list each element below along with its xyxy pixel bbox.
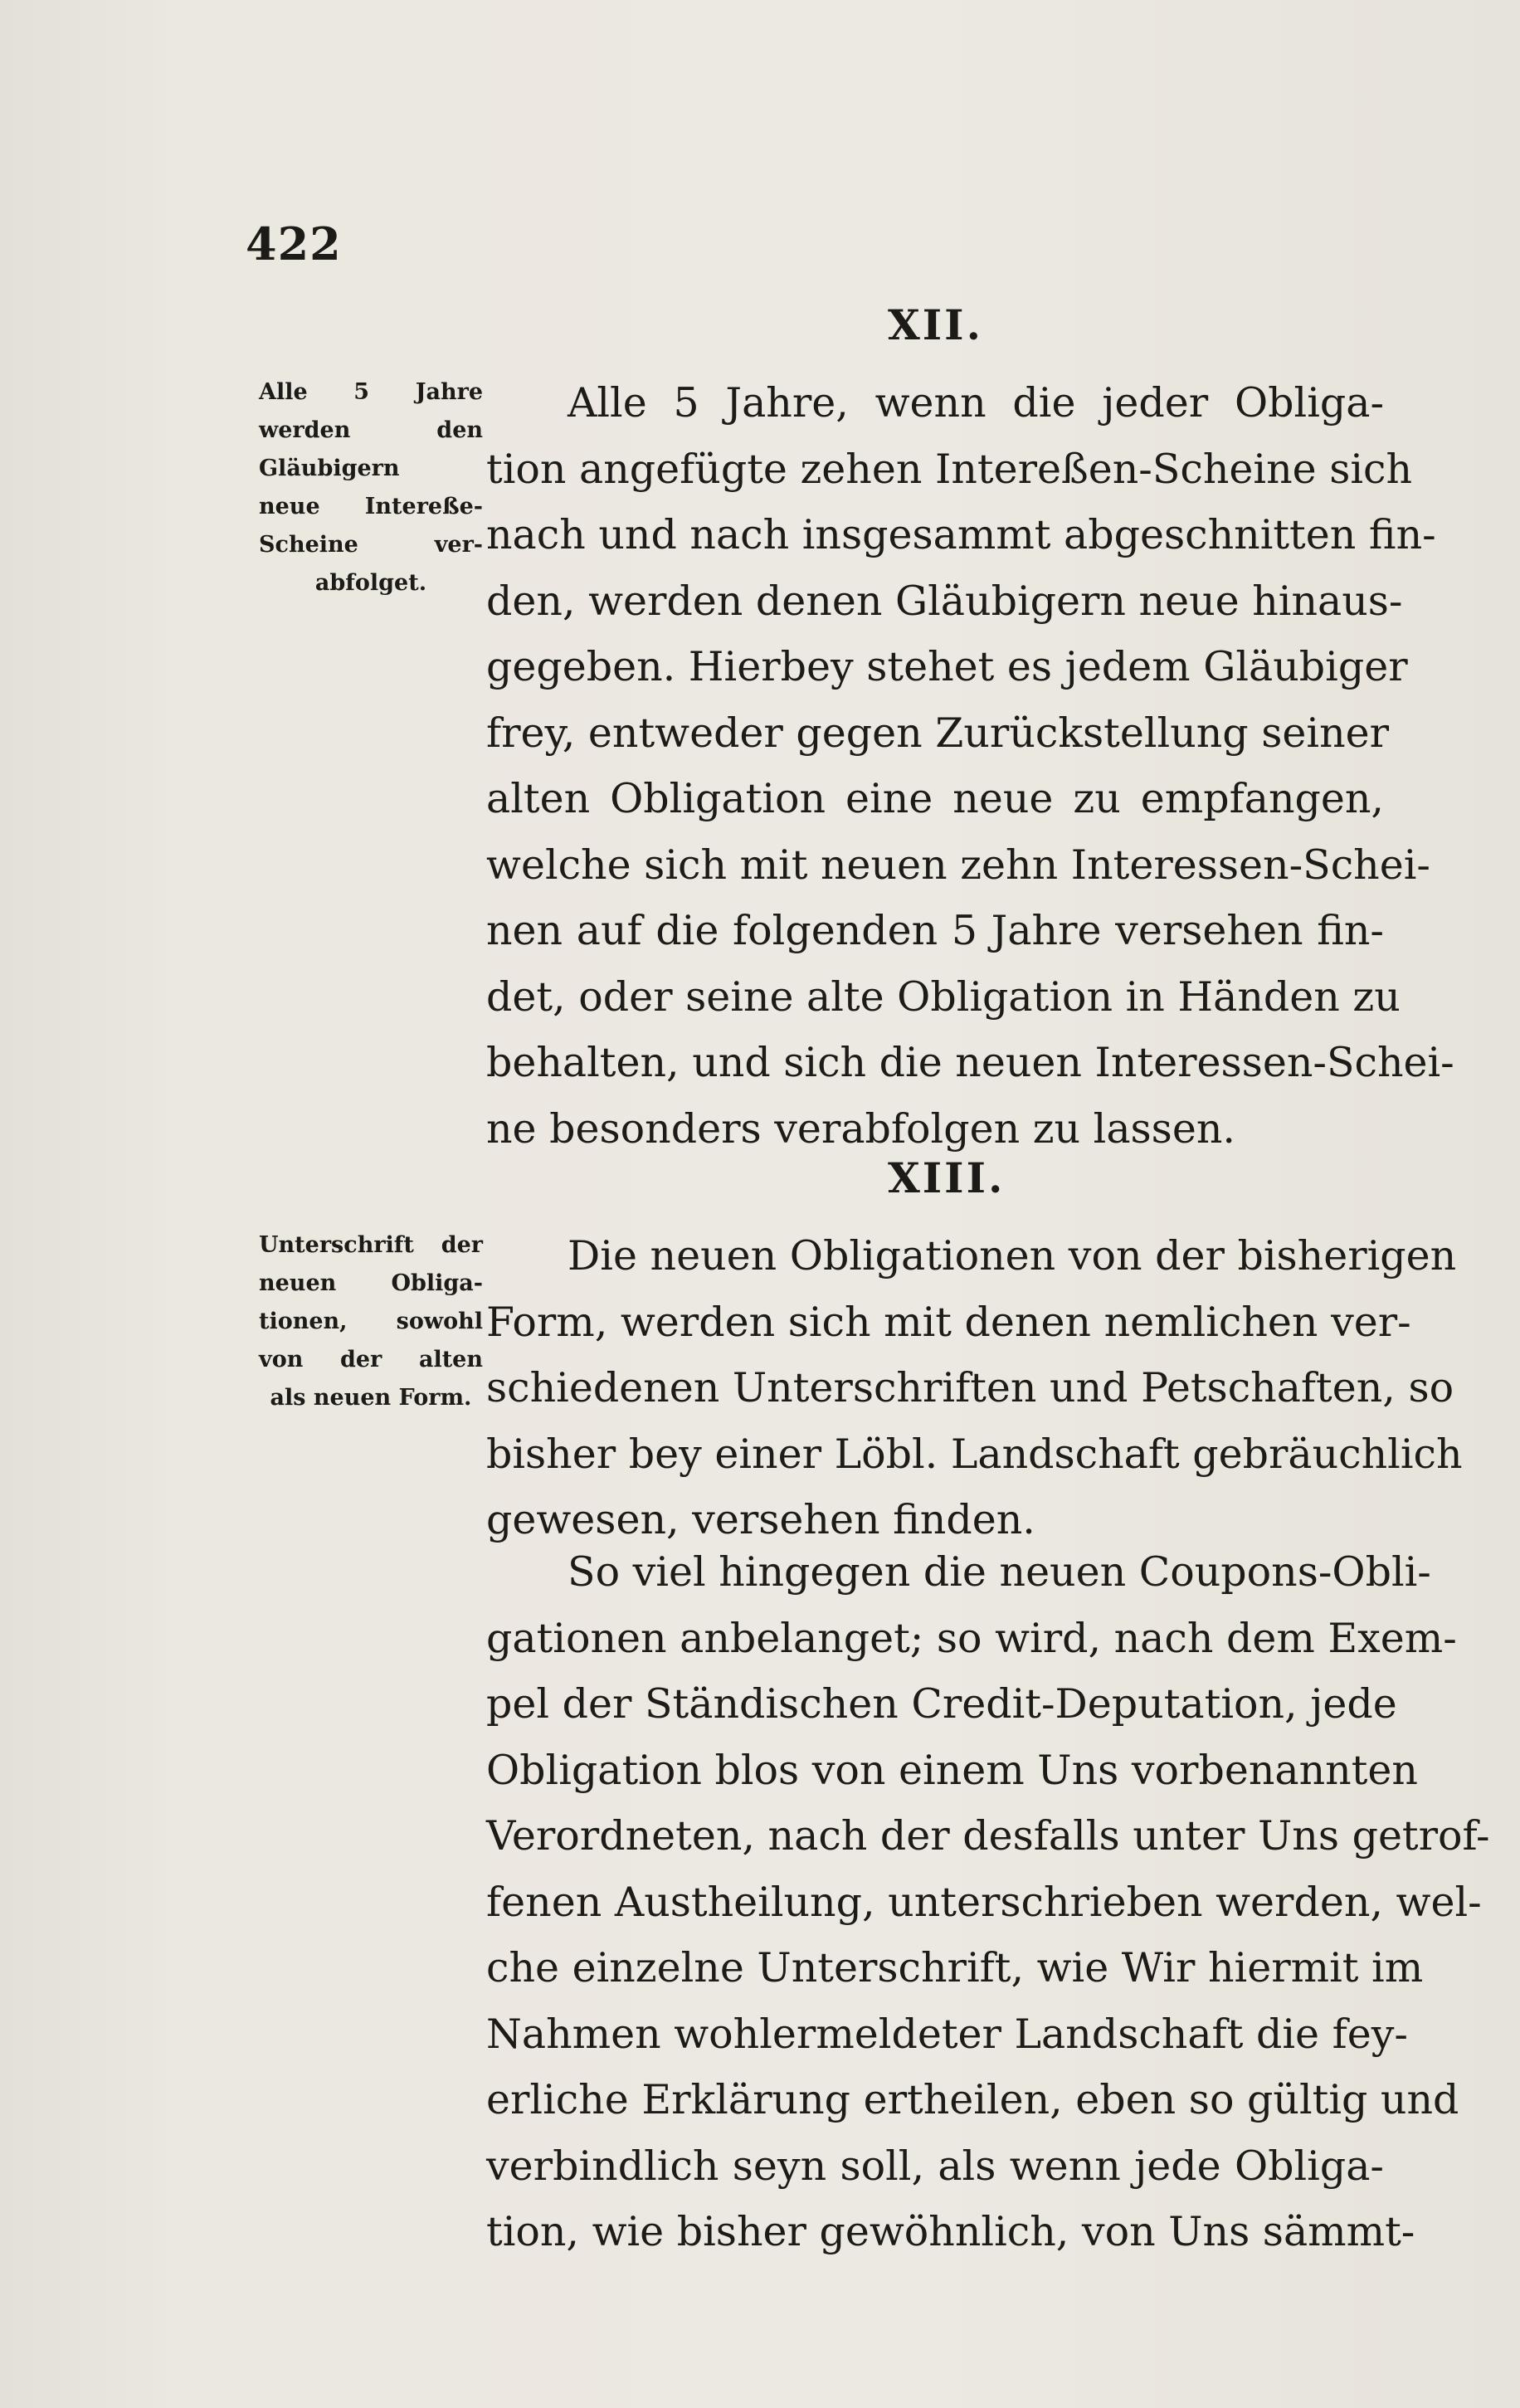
text-line: schiedenen Unterschriften und Petschaften, so	[486, 1364, 1454, 1411]
text-line: Obligation blos von einem Uns vorbenannten	[486, 1746, 1418, 1794]
text-line: behalten, und sich die neuen Interessen-Schei-	[486, 1039, 1454, 1086]
text-line: ne besonders verabfolgen zu lassen.	[486, 1104, 1235, 1153]
paragraph-xiii-1	[486, 1223, 1463, 1553]
text-line: fenen Austheilung, unterschrieben werden, wel-	[486, 1878, 1482, 1926]
text-line: tion, wie bisher gewöhnlich, von Uns sämmt-	[486, 2208, 1415, 2255]
margin-note-xiii	[259, 1226, 483, 1417]
margin-note-xii	[259, 373, 483, 602]
text-line: den, werden denen Gläubigern neue hinaus-	[486, 577, 1403, 625]
margin-note-line: Gläubigern	[259, 456, 400, 481]
text-line: So viel hingegen die neuen Coupons-Obli-	[568, 1548, 1431, 1596]
section-heading-xii: XII.	[888, 300, 983, 349]
margin-note-line: Scheine ver-	[259, 532, 483, 558]
text-line: Alle 5 Jahre, wenn die jeder Obliga-	[568, 379, 1384, 427]
paragraph-xii	[486, 370, 1454, 1162]
text-line: nen auf die folgenden 5 Jahre versehen fin-	[486, 907, 1384, 954]
margin-note-line: neuen Obliga-	[259, 1270, 483, 1296]
margin-note-line: abfolget.	[314, 570, 427, 596]
text-line: verbindlich seyn soll, als wenn jede Obliga-	[486, 2142, 1384, 2190]
margin-note-line: neue Intereße-	[259, 494, 483, 519]
text-line: tion angefügte zehen Intereßen-Scheine sich	[486, 445, 1413, 493]
text-line: erliche Erklärung ertheilen, eben so gültig und	[486, 2076, 1459, 2123]
text-line: welche sich mit neuen zehn Interessen-Schei-	[486, 841, 1430, 889]
margin-note-line: Unterschrift der	[259, 1232, 483, 1258]
text-line: nach und nach insgesammt abgeschnitten fin-	[486, 511, 1436, 558]
margin-note-line: werden den	[259, 417, 483, 443]
margin-note-line: tionen, sowohl	[259, 1309, 483, 1334]
text-line: Form, werden sich mit denen nemlichen ver-	[486, 1298, 1411, 1346]
text-line: gewesen, versehen finden.	[486, 1496, 1035, 1543]
text-line: gationen anbelanget; so wird, nach dem Exem-	[486, 1614, 1457, 1662]
text-line: bisher bey einer Löbl. Landschaft gebräuchlich	[486, 1430, 1463, 1478]
text-line: Verordneten, nach der desfalls unter Uns getrof-	[486, 1812, 1490, 1860]
text-line: det, oder seine alte Obligation in Händen zu	[486, 972, 1401, 1021]
text-line: alten Obligation eine neue zu empfangen,	[486, 775, 1384, 822]
margin-note-line: Alle 5 Jahre	[259, 379, 483, 405]
margin-note-line: von der alten	[259, 1347, 483, 1372]
margin-note-line: als neuen Form.	[270, 1385, 472, 1411]
paragraph-xiii-2	[486, 1539, 1490, 2265]
text-line: pel der Ständischen Credit-Deputation, jede	[486, 1680, 1397, 1728]
text-line: che einzelne Unterschrift, wie Wir hiermit im	[486, 1944, 1424, 1991]
page-number: 422	[246, 217, 342, 271]
text-line: Die neuen Obligationen von der bisherigen	[568, 1232, 1457, 1280]
text-line: gegeben. Hierbey stehet es jedem Gläubiger	[486, 643, 1408, 690]
section-heading-xiii: XIII.	[888, 1153, 1006, 1202]
text-line: frey, entweder gegen Zurückstellung seiner	[486, 709, 1390, 757]
text-line: Nahmen wohlermeldeter Landschaft die fey-	[486, 2010, 1408, 2058]
